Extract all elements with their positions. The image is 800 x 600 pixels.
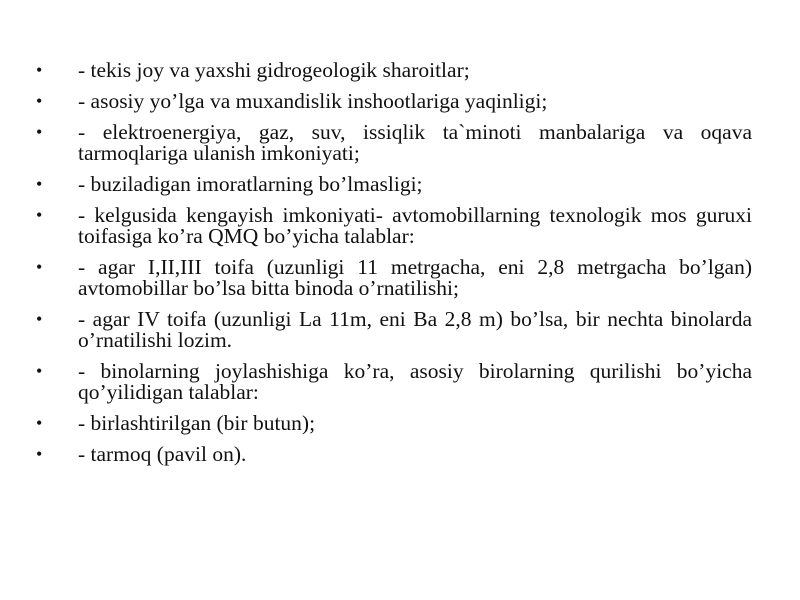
bullet-icon: • [36,444,43,464]
bullet-icon: • [36,309,43,329]
list-item [36,309,752,351]
list-item [36,361,752,403]
list-item [36,91,752,112]
bullet-icon: • [36,205,43,225]
bullet-icon: • [36,60,43,80]
list-item-text: - birlashtirilgan (bir butun); [78,411,316,435]
list-item [36,205,752,247]
list-item [36,257,752,299]
list-item-text: - elektroenergiya, gaz, suv, issiqlik ta`minoti manbalariga va oqava tarmoqlariga ulanish imkoniyati; [78,120,752,165]
bullet-icon: • [36,413,43,433]
bullet-list [36,60,752,475]
list-item [36,444,752,465]
list-item [36,174,752,195]
bullet-icon: • [36,361,43,381]
list-item-text: - tekis joy va yaxshi gidrogeologik sharoitlar; [78,58,470,82]
list-item-text: - tarmoq (pavil on). [78,442,247,466]
bullet-icon: • [36,91,43,111]
bullet-icon: • [36,174,43,194]
list-item-text: - binolarning joylashishiga ko’ra, asosiy birolarning qurilishi bo’yicha qo’yilidigan talablar: [78,359,752,404]
list-item-text: - kelgusida kengayish imkoniyati- avtomobillarning texnologik mos guruxi toifasiga ko’ra QMQ bo’yicha talablar: [78,203,752,248]
list-item-text: - agar I,II,III toifa (uzunligi 11 metrgacha, eni 2,8 metrgacha bo’lgan) avtomobillar bo’lsa bitta binoda o’rnatilishi; [78,255,752,300]
bullet-icon: • [36,257,43,277]
bullet-icon: • [36,122,43,142]
list-item-text: - buziladigan imoratlarning bo’lmasligi; [78,172,423,196]
list-item-text: - asosiy yo’lga va muxandislik inshootlariga yaqinligi; [78,89,548,113]
list-item [36,122,752,164]
list-item-text: - agar IV toifa (uzunligi La 11m, eni Ba 2,8 m) bo’lsa, bir nechta binolarda o’rnatilishi lozim. [78,307,752,352]
list-item [36,413,752,434]
list-item [36,60,752,81]
